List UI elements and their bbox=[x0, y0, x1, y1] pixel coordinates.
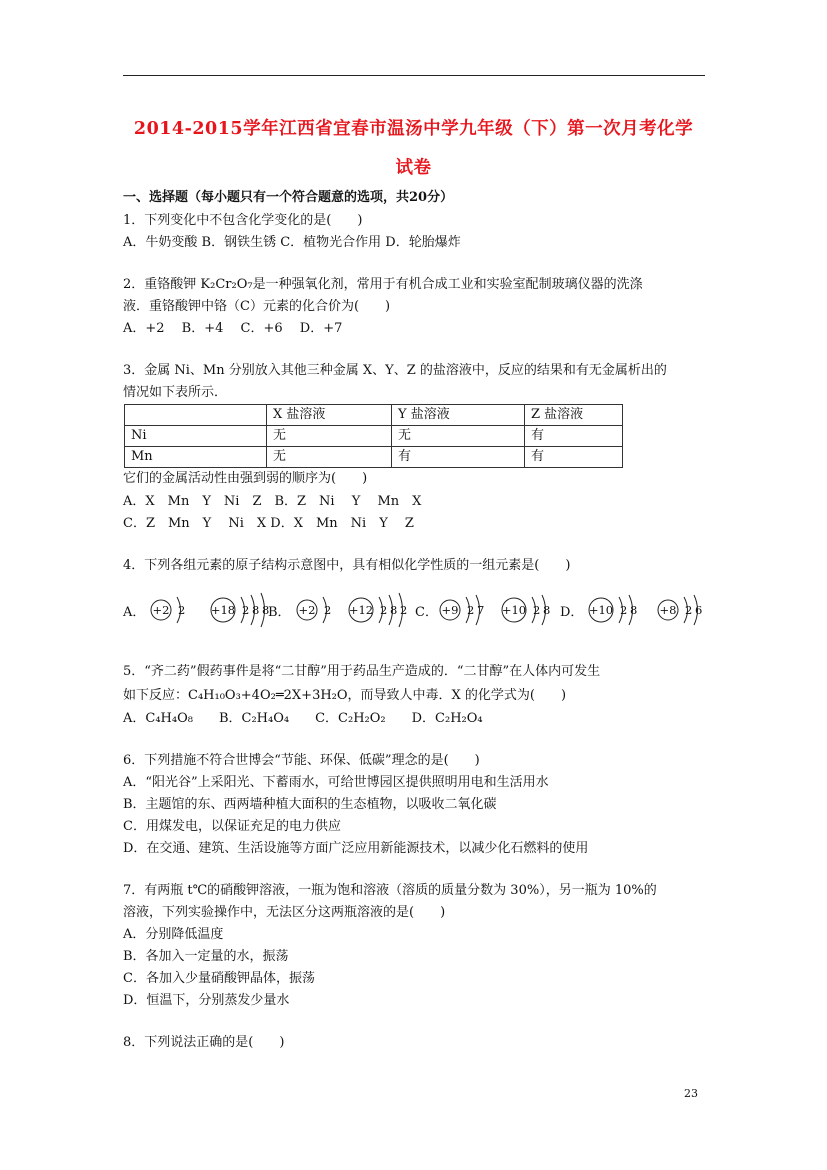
atom-diagram bbox=[658, 595, 702, 625]
atom-nucleus-charge: +8 bbox=[659, 603, 677, 617]
q5-options: A．C₄H₄O₈ B．C₂H₄O₄ C．C₂H₂O₂ D．C₂H₂O₄ bbox=[123, 711, 483, 726]
table-header-cell: X 盐溶液 bbox=[267, 405, 392, 426]
electron-count: 2 bbox=[533, 603, 541, 617]
electron-count: 2 bbox=[324, 603, 332, 617]
q3-options-cd: C．Z Mn Y Ni X D．X Mn Ni Y Z bbox=[123, 516, 414, 531]
electron-count: 2 bbox=[685, 603, 693, 617]
table-row bbox=[125, 447, 623, 468]
q5-stem: 5．“齐二药”假药事件是将“二甘醇”用于药品生产造成的．“二甘醇”在人体内可发生 bbox=[123, 664, 601, 679]
page-number: 23 bbox=[684, 1087, 698, 1100]
q3-table bbox=[124, 404, 623, 468]
table-cell: 有 bbox=[525, 447, 623, 468]
q2-stem: 2．重铬酸钾 K₂Cr₂O₇是一种强氧化剂，常用于有机合成工业和实验室配制玻璃仪器的洗涤 bbox=[123, 277, 643, 292]
q6-option-d: D．在交通、建筑、生活设施等方面广泛应用新能源技术，以减少化石燃料的使用 bbox=[123, 841, 589, 856]
electron-count: 6 bbox=[695, 603, 703, 617]
atom-nucleus-charge: +10 bbox=[588, 603, 614, 617]
q4-atom-diagrams bbox=[123, 588, 713, 634]
atom-diagram-svg bbox=[123, 588, 713, 634]
option-label-d: D． bbox=[560, 605, 584, 620]
q1-options: A．牛奶变酸 B．钢铁生锈 C．植物光合作用 D．轮胎爆炸 bbox=[123, 235, 461, 250]
electron-count: 2 bbox=[380, 603, 388, 617]
table-cell: 有 bbox=[525, 426, 623, 447]
q7-option-d: D．恒温下，分别蒸发少量水 bbox=[123, 993, 290, 1008]
electron-count: 2 bbox=[467, 603, 475, 617]
page-title-line2: 试卷 bbox=[395, 158, 432, 178]
q2-stem-cont: 液．重铬酸钾中铬（C）元素的化合价为( ) bbox=[123, 299, 391, 314]
atom-nucleus-charge: +2 bbox=[152, 603, 170, 617]
electron-count: 2 bbox=[178, 603, 186, 617]
q4-stem: 4．下列各组元素的原子结构示意图中，具有相似化学性质的一组元素是( ) bbox=[123, 558, 571, 573]
atom-diagram bbox=[151, 597, 185, 623]
atom-nucleus-charge: +18 bbox=[210, 603, 236, 617]
q5-stem-cont: 如下反应：C₄H₁₀O₃+4O₂═2X+3H₂O，而导致人中毒．X 的化学式为( ) bbox=[123, 688, 567, 703]
q6-option-c: C．用煤发电，以保证充足的电力供应 bbox=[123, 819, 341, 834]
option-label-b: B． bbox=[268, 605, 291, 620]
atom-nucleus-charge: +10 bbox=[501, 603, 527, 617]
q7-option-c: C．各加入少量硝酸钾晶体，振荡 bbox=[123, 971, 315, 986]
electron-count: 8 bbox=[630, 603, 638, 617]
electron-count: 8 bbox=[262, 603, 270, 617]
table-header-row bbox=[125, 405, 623, 426]
atom-nucleus-charge: +12 bbox=[348, 603, 374, 617]
atom-diagram bbox=[502, 595, 550, 625]
atom-nucleus-charge: +2 bbox=[298, 603, 316, 617]
atom-diagram bbox=[211, 593, 269, 627]
atom-nucleus-charge: +9 bbox=[441, 603, 459, 617]
q6-option-b: B．主题馆的东、西两墙种植大面积的生态植物，以吸收二氧化碳 bbox=[123, 797, 497, 812]
q7-stem-cont: 溶液，下列实验操作中，无法区分这两瓶溶液的是( ) bbox=[123, 905, 446, 920]
table-cell: 无 bbox=[392, 426, 525, 447]
q3-options-ab: A．X Mn Y Ni Z B．Z Ni Y Mn X bbox=[123, 494, 422, 509]
q6-option-a: A．“阳光谷”上采阳光、下蓄雨水，可给世博园区提供照明用电和生活用水 bbox=[123, 775, 549, 790]
table-cell: Ni bbox=[125, 426, 267, 447]
q7-option-a: A．分别降低温度 bbox=[123, 927, 224, 942]
q6-stem: 6．下列措施不符合世博会“节能、环保、低碳”理念的是( ) bbox=[123, 753, 480, 768]
atom-diagram bbox=[440, 595, 484, 625]
table-header-cell: Z 盐溶液 bbox=[525, 405, 623, 426]
q3-stem: 3．金属 Ni、Mn 分别放入其他三种金属 X、Y、Z 的盐溶液中，反应的结果和有无金属析出的 bbox=[123, 363, 667, 378]
electron-count: 2 bbox=[242, 603, 250, 617]
table-row bbox=[125, 426, 623, 447]
atom-diagram bbox=[589, 595, 637, 625]
q3-stem-cont: 情况如下表所示． bbox=[123, 385, 228, 400]
atom-diagram bbox=[297, 597, 331, 623]
q3-question: 它们的金属活动性由强到弱的顺序为( ) bbox=[123, 471, 368, 486]
q2-options: A．+2 B．+4 C．+6 D．+7 bbox=[123, 321, 343, 336]
electron-count: 2 bbox=[620, 603, 628, 617]
q1-stem: 1．下列变化中不包含化学变化的是( ) bbox=[123, 213, 363, 228]
q7-stem: 7．有两瓶 t℃的硝酸钾溶液，一瓶为饱和溶液（溶质的质量分数为 30%），另一瓶为 10%的 bbox=[123, 883, 657, 898]
table-cell: Mn bbox=[125, 447, 267, 468]
q8-stem: 8．下列说法正确的是( ) bbox=[123, 1035, 285, 1050]
table-header-cell: Y 盐溶液 bbox=[392, 405, 525, 426]
electron-count: 8 bbox=[543, 603, 551, 617]
table-cell: 无 bbox=[267, 447, 392, 468]
option-label-c: C． bbox=[415, 605, 438, 620]
electron-count: 2 bbox=[400, 603, 408, 617]
table-cell: 有 bbox=[392, 447, 525, 468]
header-rule bbox=[123, 75, 705, 76]
q7-option-b: B．各加入一定量的水，振荡 bbox=[123, 949, 289, 964]
page-title: 2014-2015学年江西省宜春市温汤中学九年级（下）第一次月考化学 bbox=[133, 119, 694, 139]
option-label-a: A． bbox=[123, 605, 146, 620]
table-cell: 无 bbox=[267, 426, 392, 447]
atom-diagram bbox=[349, 593, 407, 627]
electron-count: 7 bbox=[477, 603, 485, 617]
section-heading: 一、选择题（每小题只有一个符合题意的选项，共20分） bbox=[123, 190, 454, 205]
electron-count: 8 bbox=[252, 603, 260, 617]
table-header-cell bbox=[125, 405, 267, 426]
electron-count: 8 bbox=[390, 603, 398, 617]
